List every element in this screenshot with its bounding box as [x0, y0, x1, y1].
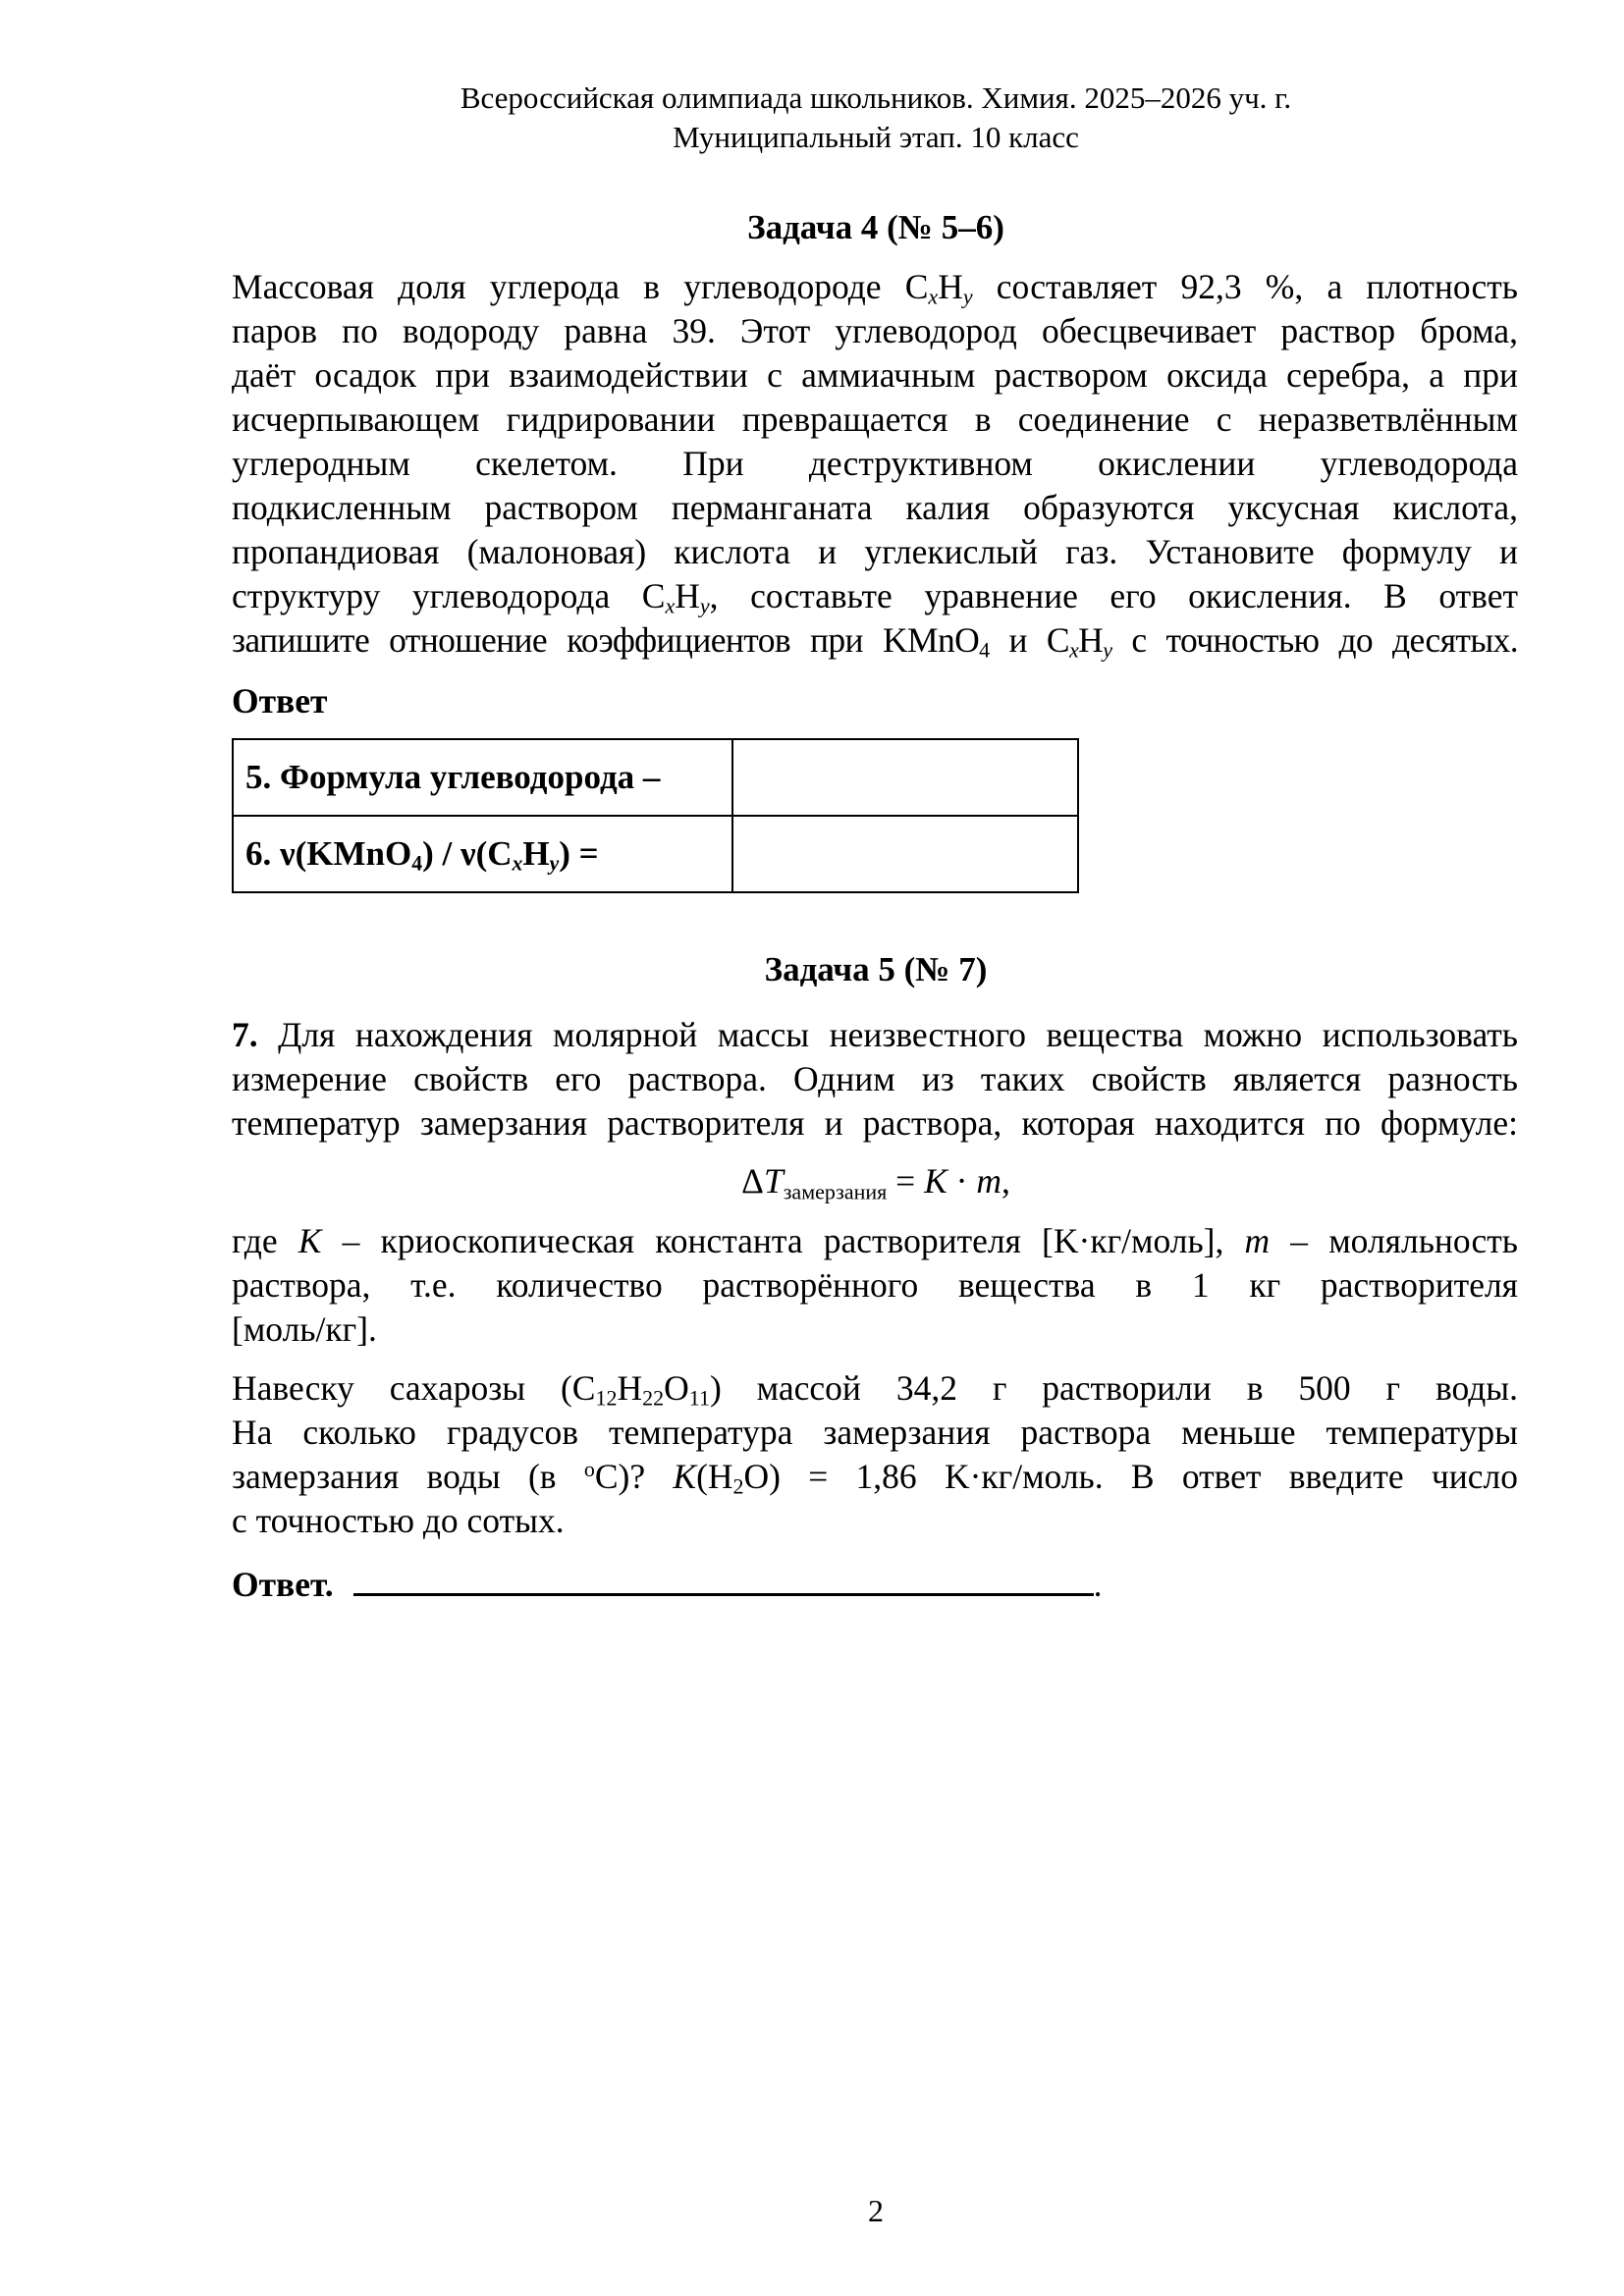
subscript-12: 12 [595, 1385, 618, 1411]
text: 5. Формула углеводорода – [245, 758, 661, 796]
problem-line-1 [232, 1366, 1518, 1411]
text: структуру углеводорода C [232, 576, 666, 615]
text: H [617, 1368, 643, 1408]
task5-problem-paragraph [232, 1366, 1518, 1543]
text: и C [989, 620, 1069, 660]
problem-line-4: с точностью до сотых. [232, 1501, 565, 1540]
task4-paragraph [232, 265, 1518, 663]
task4-answer-label: Ответ [232, 681, 328, 721]
subscript-text: замерзания [783, 1179, 888, 1204]
text: составляет 92,3 %, а плотность [972, 267, 1518, 306]
task4-line-3: даёт осадок при взаимодействии с аммиачным раствором оксида серебра, а при [232, 355, 1518, 395]
task4-title: Задача 4 (№ 5–6) [747, 208, 1004, 246]
subscript-y: y [962, 284, 973, 309]
text: T [763, 1161, 784, 1201]
table-row [233, 816, 1078, 892]
subscript-x: x [928, 284, 939, 309]
text: Массовая доля углерода в углеводороде C [232, 267, 929, 306]
page-number: 2 [868, 2193, 884, 2228]
subscript-4: 4 [411, 851, 423, 876]
text: ) массой 34,2 г растворили в 500 г воды. [709, 1368, 1518, 1408]
explanation-line-1 [232, 1219, 1518, 1263]
problem-line-2: На сколько градусов температура замерзания раствора меньше температуры [232, 1413, 1518, 1452]
text: C)? [594, 1457, 674, 1496]
answer-6-input-cell[interactable] [732, 816, 1078, 892]
subscript-y: y [699, 593, 710, 618]
text: – моляльность [1270, 1221, 1518, 1260]
subscript-x: x [665, 593, 676, 618]
text: ) / ν(C [422, 834, 513, 873]
text: (H [696, 1457, 733, 1496]
explanation-line-2: раствора, т.е. количество растворённого вещества в 1 кг растворителя [232, 1265, 1518, 1305]
task5-answer-blank[interactable] [353, 1564, 1094, 1596]
answer-5-input-cell[interactable] [732, 739, 1078, 816]
task4-line-5: углеродным скелетом. При деструктивном окислении углеводорода [232, 444, 1518, 483]
text: m [1244, 1221, 1271, 1260]
text: . [1093, 1565, 1103, 1604]
text: H [522, 834, 550, 873]
text: K [673, 1457, 697, 1496]
text: H [1078, 620, 1104, 660]
text: K [298, 1221, 322, 1260]
task4-line-1 [232, 265, 1518, 309]
text: Навеску сахарозы (C [232, 1368, 596, 1408]
task4-line-6: подкисленным раствором перманганата калия образуются уксусная кислота, [232, 488, 1518, 527]
text: Для нахождения молярной массы неизвестного вещества можно использовать [257, 1015, 1518, 1054]
text: , [1001, 1161, 1010, 1201]
question-number: 7. [232, 1015, 258, 1054]
task5-intro-line-2: измерение свойств его раствора. Одним из таких свойств является разность [232, 1059, 1518, 1098]
text: – криоскопическая константа растворителя [K·кг/моль], [321, 1221, 1245, 1260]
task5-intro-line-1 [232, 1013, 1518, 1057]
subscript-11: 11 [688, 1385, 710, 1411]
problem-line-3 [232, 1455, 1518, 1499]
task5-intro-paragraph [232, 1013, 1518, 1146]
text: = [887, 1161, 925, 1201]
text: · [947, 1161, 977, 1201]
text: 6. ν(KMnO [245, 834, 412, 873]
subscript-y: y [549, 851, 560, 876]
task4-answer-table [232, 738, 1079, 893]
text: H [675, 576, 700, 615]
text: замерзания воды (в [232, 1457, 584, 1496]
answer-6-label [233, 816, 732, 892]
explanation-line-3: [моль/кг]. [232, 1309, 377, 1349]
text: , составьте уравнение его окисления. В ответ [709, 576, 1518, 615]
text: O [664, 1368, 689, 1408]
freezing-point-formula [0, 1159, 1624, 1214]
table-row [233, 739, 1078, 816]
answer-5-label [233, 739, 732, 816]
subscript-2: 2 [732, 1473, 744, 1499]
document-header-line2: Муниципальный этап. 10 класс [673, 120, 1079, 154]
subscript-x: x [1069, 637, 1079, 663]
subscript-y: y [1103, 637, 1112, 663]
subscript-22: 22 [642, 1385, 665, 1411]
text: ) = [559, 834, 599, 873]
task4-line-9 [232, 618, 1518, 663]
document-header-line1: Всероссийская олимпиада школьников. Химия. 2025–2026 уч. г. [460, 80, 1292, 115]
task5-explanation-paragraph [232, 1219, 1518, 1352]
text: H [938, 267, 963, 306]
task5-intro-line-3: температур замерзания растворителя и раствора, которая находится по формуле: [232, 1103, 1518, 1143]
text: O) = 1,86 K·кг/моль. В ответ введите число [743, 1457, 1518, 1496]
delta-symbol: Δ [741, 1161, 764, 1201]
degree-sign: o [583, 1456, 595, 1481]
text: запишите отношение коэффициентов при KMnO [232, 620, 980, 660]
text: где [232, 1221, 298, 1260]
task4-line-7: пропандиовая (малоновая) кислота и углекислый газ. Установите формулу и [232, 532, 1518, 571]
task5-answer-row [232, 1563, 1103, 1607]
task4-line-8 [232, 574, 1518, 618]
task5-answer-label: Ответ. [232, 1565, 334, 1604]
task4-line-4: исчерпывающем гидрировании превращается в соединение с неразветвлённым [232, 400, 1518, 439]
text: K [924, 1161, 947, 1201]
task4-line-2: паров по водороду равна 39. Этот углеводород обесцвечивает раствор брома, [232, 311, 1518, 350]
text: m [976, 1161, 1001, 1201]
subscript-x: x [512, 851, 523, 876]
task5-title: Задача 5 (№ 7) [764, 950, 988, 988]
text: с точностью до десятых. [1111, 620, 1519, 660]
subscript-4: 4 [979, 637, 990, 663]
